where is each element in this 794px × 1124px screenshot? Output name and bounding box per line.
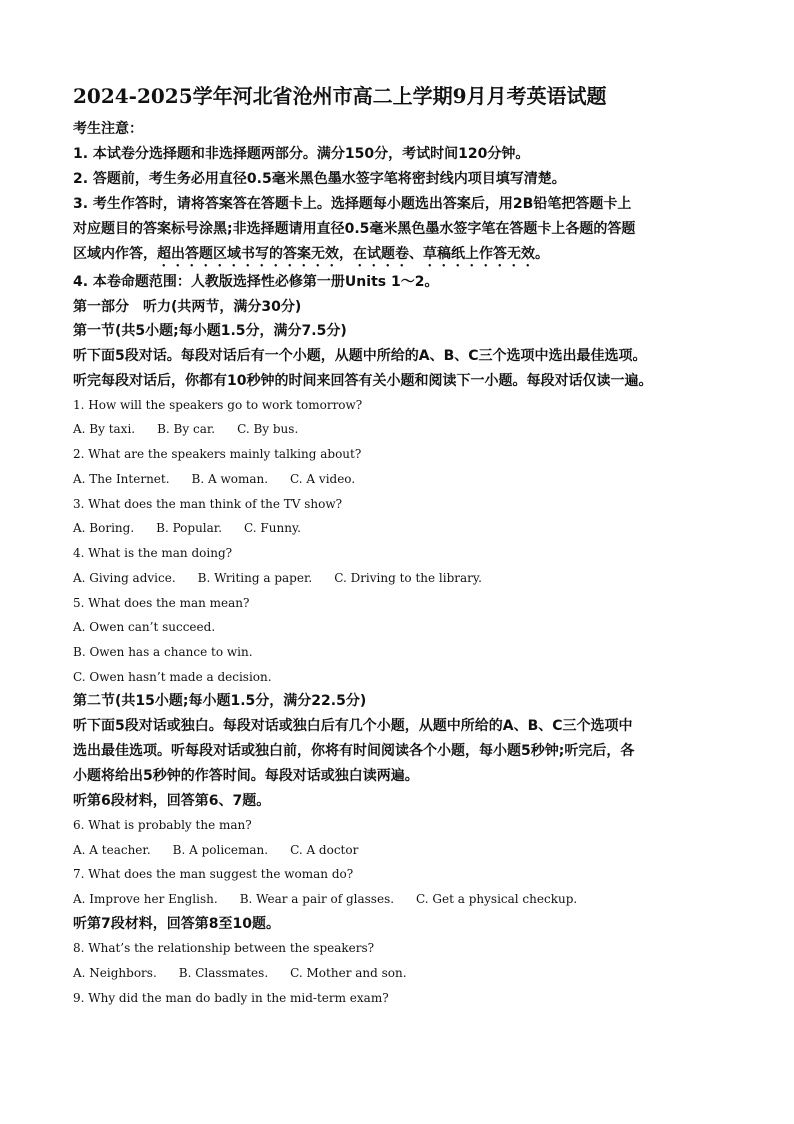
notice-heading: 考生注意：: [73, 121, 143, 137]
question-5-stem: 5. What does the man mean?: [73, 596, 250, 610]
question-8-option-b: B. Classmates.: [178, 966, 269, 980]
section-2-heading: 第二节(共15小题;每小题1.5分，满分22.5分): [73, 693, 367, 709]
question-1-options: [73, 421, 754, 437]
question-6-option-a: A. A teacher.: [73, 843, 151, 857]
question-4-option-c: C. Driving to the library.: [334, 571, 482, 585]
question-2-stem: 2. What are the speakers mainly talking about?: [73, 447, 362, 461]
notice-item-3-line-1: 3. 考生作答时，请将答案答在答题卡上。选择题每小题选出答案后，用2B铅笔把答题卡上: [73, 196, 632, 212]
section-2-instruction-line-2: 选出最佳选项。听每段对话或独白前，你将有时间阅读各个小题，每小题5秒钟;听完后，各: [73, 743, 635, 759]
question-7-options: [73, 891, 754, 907]
question-3-stem: 3. What does the man think of the TV show?: [73, 497, 343, 511]
question-6-option-c: C. A doctor: [290, 843, 359, 857]
question-4-stem: 4. What is the man doing?: [73, 546, 233, 560]
notice-item-3-line-2: 对应题目的答案标号涂黑;非选择题请用直径0.5毫米黑色墨水签字笔在答题卡上各题的答题: [73, 221, 636, 237]
question-8-option-c: C. Mother and son.: [290, 966, 407, 980]
material-6-heading: 听第6段材料，回答第6、7题。: [73, 793, 271, 809]
question-3-option-a: A. Boring.: [73, 521, 135, 535]
question-3-option-b: B. Popular.: [156, 521, 223, 535]
question-5-option-b: B. Owen has a chance to win.: [73, 645, 253, 659]
emphasized-text-invalid-on-paper: 在试题卷、草稿纸上作答无效: [353, 246, 535, 262]
page-title: 2024-2025学年河北省沧州市高二上学期9月月考英语试题: [73, 84, 607, 108]
question-7-option-c: C. Get a physical checkup.: [416, 892, 578, 906]
question-1-option-b: B. By car.: [157, 422, 216, 436]
question-8-stem: 8. What’s the relationship between the speakers?: [73, 941, 375, 955]
question-6-options: [73, 842, 754, 858]
question-7-stem: 7. What does the man suggest the woman do?: [73, 867, 354, 881]
part-1-heading: 第一部分 听力(共两节，满分30分): [73, 299, 302, 315]
notice-item-3-line-3: [73, 245, 754, 270]
question-7-option-b: B. Wear a pair of glasses.: [239, 892, 395, 906]
section-1-instruction-line-1: 听下面5段对话。每段对话后有一个小题，从题中所给的A、B、C三个选项中选出最佳选项。: [73, 348, 647, 364]
question-1-option-c: C. By bus.: [237, 422, 299, 436]
notice-item-3-text-a: 区域内作答，: [73, 246, 157, 262]
section-2-instruction-line-1: 听下面5段对话或独白。每段对话或独白后有几个小题，从题中所给的A、B、C三个选项中: [73, 718, 633, 734]
question-4-option-a: A. Giving advice.: [73, 571, 176, 585]
question-3-option-c: C. Funny.: [244, 521, 301, 535]
question-8-option-a: A. Neighbors.: [73, 966, 157, 980]
section-1-heading: 第一节(共5小题;每小题1.5分，满分7.5分): [73, 323, 347, 339]
question-2-option-a: A. The Internet.: [73, 472, 170, 486]
material-7-heading: 听第7段材料，回答第8至10题。: [73, 916, 280, 932]
notice-item-1: 1. 本试卷分选择题和非选择题两部分。满分150分，考试时间120分钟。: [73, 146, 530, 162]
question-2-options: [73, 471, 754, 487]
question-7-option-a: A. Improve her English.: [73, 892, 218, 906]
question-2-option-b: B. A woman.: [191, 472, 269, 486]
question-3-options: [73, 520, 754, 536]
question-4-options: [73, 570, 754, 586]
question-8-options: [73, 965, 754, 981]
question-1-option-a: A. By taxi.: [73, 422, 136, 436]
question-4-option-b: B. Writing a paper.: [197, 571, 313, 585]
emphasized-text-invalid-outside-area: 超出答题区域书写的答案无效: [157, 246, 339, 262]
notice-item-2: 2. 答题前，考生务必用直径0.5毫米黑色墨水签字笔将密封线内项目填写清楚。: [73, 171, 566, 187]
question-1-stem: 1. How will the speakers go to work tomorrow?: [73, 398, 363, 412]
section-2-instruction-line-3: 小题将给出5秒钟的作答时间。每段对话或独白读两遍。: [73, 768, 419, 784]
question-6-option-b: B. A policeman.: [172, 843, 269, 857]
question-6-stem: 6. What is probably the man?: [73, 818, 252, 832]
notice-item-3-text-c: ，: [339, 246, 353, 262]
notice-item-4: 4. 本卷命题范围：人教版选择性必修第一册Units 1～2。: [73, 274, 439, 290]
question-5-option-c: C. Owen hasn’t made a decision.: [73, 670, 272, 684]
question-5-option-a: A. Owen can’t succeed.: [73, 620, 216, 634]
notice-item-3-text-e: 。: [535, 246, 549, 262]
question-9-stem: 9. Why did the man do badly in the mid-term exam?: [73, 991, 389, 1005]
question-2-option-c: C. A video.: [290, 472, 356, 486]
section-1-instruction-line-2: 听完每段对话后，你都有10秒钟的时间来回答有关小题和阅读下一小题。每段对话仅读一遍。: [73, 373, 653, 389]
